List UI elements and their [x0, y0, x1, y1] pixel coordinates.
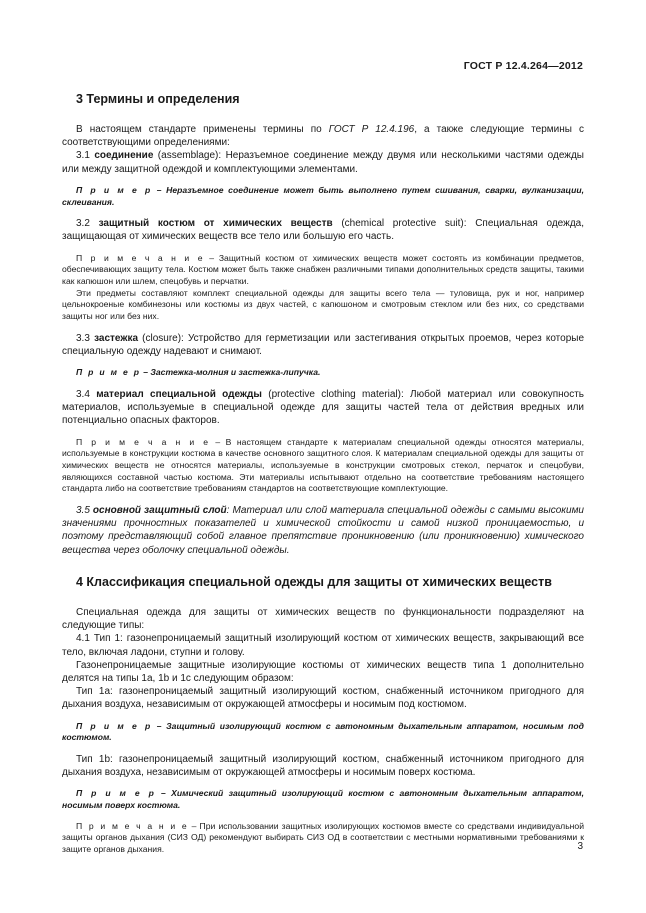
term-3-5-name: основной защитный слой — [92, 505, 227, 517]
section-3-intro: В настоящем стандарте применены термины по ГОСТ Р 12.4.196, а также следующие термины с соответствующими определениями: — [62, 124, 584, 149]
standard-code: ГОСТ Р 12.4.264—2012 — [463, 60, 583, 72]
term-3-1-name: соединение — [94, 150, 154, 162]
type-1b: Тип 1b: газонепроницаемый защитный изолирующий костюм, снабженный источником пригодного для дыхания воздуха, независимым от окружающей атмосферы и носимым поверх костюма. — [62, 753, 584, 779]
term-3-3-name: застежка — [94, 332, 139, 344]
section-4-intro: Специальная одежда для защиты от химических веществ по функциональности подразделяют на следующие типы: — [62, 606, 584, 632]
term-3-4-name: материал специальной одежды — [96, 388, 262, 400]
section-4-title: 4 Классификация специальной одежды для защиты от химических веществ — [76, 574, 552, 589]
type-1: 4.1 Тип 1: газонепроницаемый защитный изолирующий костюм от химических веществ, закрывающий все тело, включая ладони, ступни и голову. — [62, 633, 584, 658]
type-1-subdivision: Газонепроницаемые защитные изолирующие костюмы от химических веществ типа 1 дополнительно делятся на типы 1a, 1b и 1c следующим образом: — [62, 659, 584, 684]
note-2: П р и м е ч а н и е – В настоящем стандарте к материалам специальной одежды относятся материалы, используемые в конструкции костюма в качестве основного защитного слоя. К материалам специальной одежды для защиты от химических веществ не относятся материалы, используемые в конструкции смотровых стекол, перчаток и спецобуви, являющихся составной частью костюма. Эти материалы испытывают отдельно на соответствие требованиям настоящего стандарта либо на соответствие требованиям стандартов на соответствующие комплектующие. — [62, 436, 584, 494]
term-3-4: 3.4 материал специальной одежды (protective clothing material): Любой материал или совокупность материалов, используемые в специальной одежде для защиты частей тела от действия вредных или потенциально опасных факторов. — [62, 388, 584, 427]
term-3-2: 3.2 защитный костюм от химических веществ (chemical protective suit): Специальная одежда, защищающая от химических веществ все тело или большую его часть. — [62, 218, 584, 243]
example-1: П р и м е р – Неразъемное соединение может быть выполнено путем сшивания, сварки, вулканизации, склеивания. — [62, 184, 584, 207]
note-1: П р и м е ч а н и е – Защитный костюм от химических веществ может состоять из комбинации предметов, обеспечивающих защиту тела. Костюм может быть также снабжен различными типами дополнительных средств защиты, такими как капюшон или шлем, спецобувь и перчатки. — [62, 252, 584, 287]
section-3-title: 3 Термины и определения — [76, 92, 240, 106]
type-1a: Тип 1a: газонепроницаемый защитный изолирующий костюм, снабженный источником пригодного для дыхания воздуха, независимым от окружающей атмосферы и носимым под костюмом. — [62, 686, 584, 711]
term-3-5: 3.5 основной защитный слой: Материал или слой материала специальной одежды с самыми высокими значениями прочностных показателей и химической стойкости и самой низкой проницаемостью, и поэтому представляющий собой главное препятствие проникновению (или проникновению) химического вещества через оболочку специальной одежды. — [62, 505, 584, 556]
reference-link: ГОСТ Р 12.4.196 — [328, 124, 415, 135]
content — [62, 92, 584, 856]
example-2: П р и м е р – Застежка-молния и застежка-липучка. — [76, 367, 321, 378]
note-1-continued: Эти предметы составляют комплект специальной одежды для защиты всего тела — туловища, рук и ног, например цельнокроеные комбинезоны или костюмы из двух частей, с капюшоном и смотровым стеклом или без них, со средствами защиты ног или без них. — [62, 287, 584, 322]
example-4: П р и м е р – Химический защитный изолирующий костюм с автономным дыхательным аппаратом, носимым поверх костюма. — [62, 788, 584, 811]
term-3-1: 3.1 соединение (assemblage): Неразъемное соединение между двумя или несколькими частями одежды или между защитной одеждой и комплектующими элементами. — [62, 150, 584, 175]
note-3: П р и м е ч а н и е – При использовании защитных изолирующих костюмов вместе со средствами индивидуальной защиты органов дыхания (СИЗ ОД) рекомендуют выбирать СИЗ ОД в соответствии с местными нормативными требованиями к защите органов дыхания. — [62, 820, 585, 855]
term-3-3: 3.3 застежка (closure): Устройство для герметизации или застегивания открытых проемов, через которые специальную одежду надевают и снимают. — [62, 332, 585, 358]
page-number: 3 — [577, 841, 583, 852]
term-3-2-name: защитный костюм от химических веществ — [98, 218, 333, 230]
example-3: П р и м е р – Защитный изолирующий костюм с автономным дыхательным аппаратом, носимым под костюмом. — [62, 720, 584, 743]
